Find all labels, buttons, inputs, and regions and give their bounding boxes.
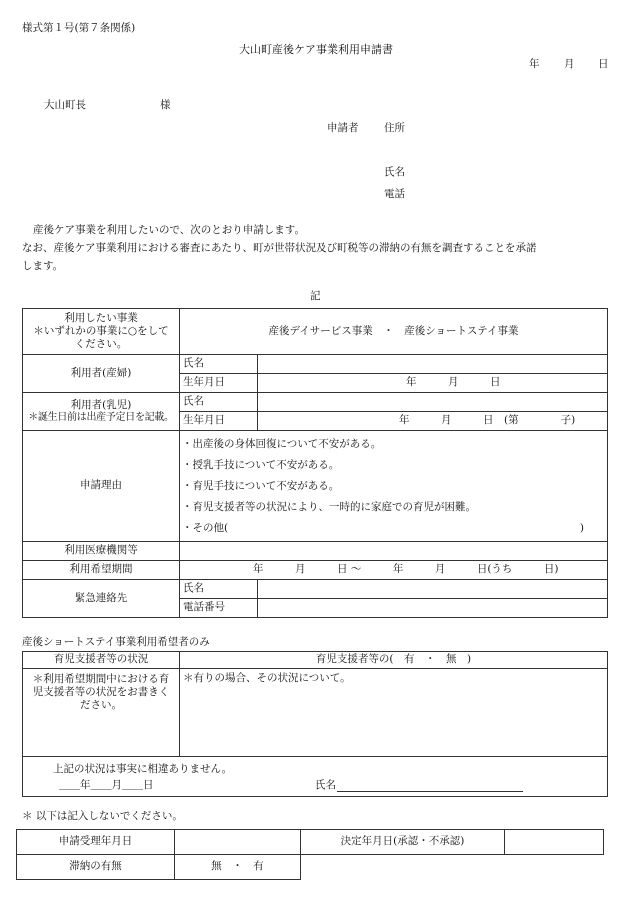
support-presence[interactable]: 育児支援者等の( 有 ・ 無 ) [180, 652, 608, 669]
addressee-honorific: 様 [160, 99, 171, 111]
certify-text: 上記の状況は事実に相違ありません。 [53, 763, 233, 775]
emergency-phone-field[interactable] [258, 599, 608, 618]
intro-line-2: なお、産後ケア事業利用における審査にあたり、町が世帯状況及び町税等の滞納の有無を調査することを承諾 [22, 242, 537, 254]
reason-other-open: ・その他( [182, 521, 229, 534]
received-date-label: 申請受理年月日 [17, 830, 175, 855]
support-note-line-2: 児支援者等の状況をお書きく [32, 686, 170, 699]
decision-date-field [505, 830, 604, 855]
period-value: 年 月 日 ～ 年 月 日(うち 日) [253, 563, 559, 576]
mother-dob-value: 年 月 日 [406, 376, 501, 389]
ki-marker: 記 [310, 290, 321, 302]
mother-name-field[interactable] [258, 355, 608, 374]
emergency-name-label: 氏名 [180, 580, 258, 599]
service-instruction-end: ください。 [74, 338, 128, 351]
infant-name-label: 氏名 [180, 393, 258, 412]
certify-name-line[interactable] [337, 791, 523, 792]
infant-dob-value: 年 月 日 (第 子) [399, 414, 576, 427]
reason-option-2[interactable]: ・授乳手技について不安がある。 [182, 458, 340, 471]
reason-option-1[interactable]: ・出産後の身体回復について不安がある。 [182, 437, 382, 450]
reason-label: 申請理由 [23, 431, 180, 542]
arrears-options: 無 ・ 有 [175, 855, 301, 880]
support-note-line-1: ＊利用希望期間中における育 [32, 673, 170, 685]
service-instruction: ＊いずれかの事業に○をして [33, 324, 169, 337]
arrears-label: 滞納の有無 [17, 855, 175, 880]
office-use-table [16, 829, 604, 880]
infant-name-field[interactable] [258, 393, 608, 412]
support-label: 育児支援者等の状況 [23, 652, 180, 669]
mother-label: 利用者(産婦) [23, 355, 180, 393]
support-detail-field[interactable] [180, 669, 608, 757]
emergency-label: 緊急連絡先 [23, 580, 180, 618]
infant-label-cell [23, 393, 180, 431]
period-label: 利用希望期間 [23, 561, 180, 580]
infant-dob-field[interactable] [258, 412, 608, 431]
reason-list [180, 431, 608, 542]
certification-cell [23, 757, 608, 797]
infant-dob-label: 生年月日 [180, 412, 258, 431]
short-stay-title: 産後ショートステイ事業利用希望者のみ [22, 636, 210, 648]
emergency-phone-label: 電話番号 [180, 599, 258, 618]
addressee-name: 大山町長 [44, 99, 86, 111]
application-table [22, 308, 608, 618]
date-month-label: 月 [564, 58, 575, 70]
office-use-note: ＊ 以下は記入しないでください。 [22, 810, 183, 822]
service-label: 利用したい事業 [64, 311, 138, 324]
reason-other-close: ) [579, 521, 584, 534]
clinic-label: 利用医療機関等 [23, 542, 180, 561]
period-field[interactable] [180, 561, 608, 580]
intro-line-1: 産後ケア事業を利用したいので、次のとおり申請します。 [33, 224, 305, 236]
reason-option-other[interactable] [182, 518, 604, 539]
infant-label-note: ＊誕生日前は出産予定日を記載。 [28, 411, 174, 423]
reason-option-3[interactable]: ・育児手技について不安がある。 [182, 479, 340, 492]
mother-name-label: 氏名 [180, 355, 258, 374]
applicant-name-label: 氏名 [384, 166, 405, 178]
support-note-line-3: ださい。 [80, 699, 122, 712]
date-year-label: 年 [529, 58, 540, 70]
clinic-field[interactable] [180, 542, 608, 561]
certify-name-label: 氏名 [315, 779, 336, 791]
infant-label: 利用者(乳児) [70, 398, 132, 411]
service-options[interactable]: 産後デイサービス事業 ・ 産後ショートステイ事業 [180, 309, 608, 355]
certify-date[interactable]: ＿＿年＿＿月＿＿日 [59, 779, 154, 791]
if-yes-note: ＊有りの場合、その状況について。 [183, 672, 351, 684]
intro-line-3: します。 [22, 260, 64, 272]
received-date-field [175, 830, 301, 855]
form-number: 様式第１号(第７条関係) [22, 22, 136, 34]
support-note-cell [23, 669, 180, 757]
applicant-label: 申請者 [327, 122, 359, 134]
applicant-address-label: 住所 [384, 122, 405, 134]
mother-dob-field[interactable] [258, 374, 608, 393]
decision-date-label: 決定年月日(承認・不承認) [301, 830, 505, 855]
applicant-phone-label: 電話 [384, 188, 405, 200]
reason-option-4[interactable]: ・育児支援者等の状況により、一時的に家庭での育児が困難。 [182, 500, 476, 513]
emergency-name-field[interactable] [258, 580, 608, 599]
service-label-cell [23, 309, 180, 355]
short-stay-table [22, 651, 608, 797]
date-day-label: 日 [598, 58, 609, 70]
form-title: 大山町産後ケア事業利用申請書 [239, 43, 393, 56]
mother-dob-label: 生年月日 [180, 374, 258, 393]
office-blank [301, 855, 604, 880]
